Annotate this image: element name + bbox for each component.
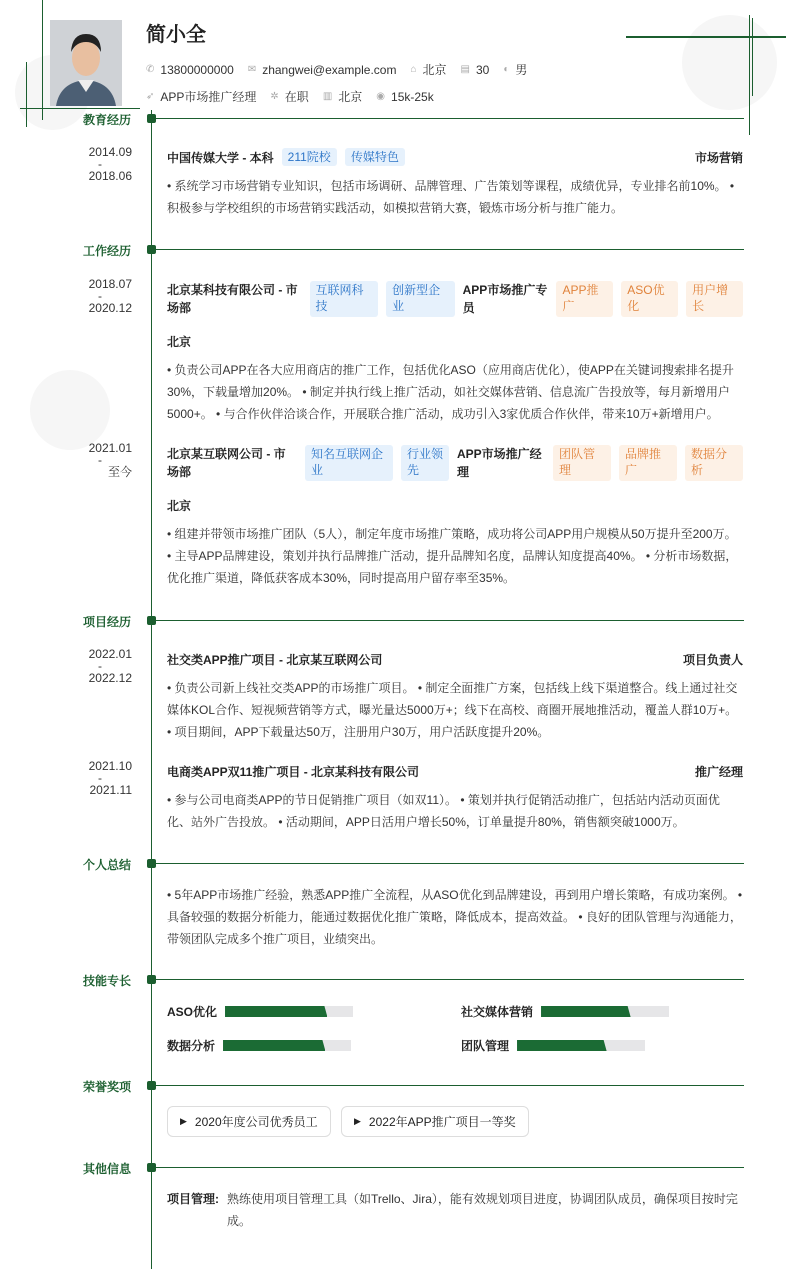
work-dates: 2021.01 - 至今 xyxy=(88,441,132,479)
salary: 15k-25k xyxy=(391,89,434,104)
section-title-work: 工作经历 xyxy=(82,244,131,258)
major: 市场营销 xyxy=(694,150,743,165)
award-item xyxy=(167,1106,331,1137)
location: 北京 xyxy=(422,63,447,77)
skill-name: 社交媒体营销 xyxy=(461,1005,534,1019)
section-marker xyxy=(147,245,156,254)
work-description: • 负责公司APP在各大应用商店的推广工作，包括优化ASO（应用商店优化），使APP在关键词搜索排名提升30%，下载量增加20%。 • 制定并执行线上推广活动，如社交媒体营销、信息流广告投放等，每月新增用户5000+。 • 与合作伙伴洽谈合作，开展联合推广活动，成功引入3家优质合作伙伴，带来10万+新增用户。 xyxy=(167,363,734,421)
age: 30 xyxy=(475,62,490,77)
decor-line xyxy=(749,15,750,135)
tag: 211院校 xyxy=(282,148,337,166)
decor-line xyxy=(20,108,140,109)
target-position: APP市场推广经理 xyxy=(160,90,257,104)
start-date: 2021.01 xyxy=(88,441,132,455)
decor-line xyxy=(626,36,786,38)
skill-item xyxy=(167,1003,353,1020)
skill-item xyxy=(461,1037,645,1054)
tag: 行业领先 xyxy=(401,445,449,481)
gender: 男 xyxy=(515,63,528,77)
end-date: 2021.11 xyxy=(89,783,132,797)
tag: ASO优化 xyxy=(621,281,678,317)
building-icon: ▥ xyxy=(322,91,333,102)
tag: APP推广 xyxy=(556,281,613,317)
work-header xyxy=(167,281,743,317)
skill-name: 团队管理 xyxy=(461,1039,510,1053)
project-header xyxy=(167,763,743,780)
work-dates: 2018.07 - 2020.12 xyxy=(88,277,132,315)
project-role: 项目负责人 xyxy=(682,653,743,667)
section-marker xyxy=(147,114,156,123)
other-info-item xyxy=(167,1188,743,1232)
tag: 用户增长 xyxy=(686,281,743,317)
job-status: 在职 xyxy=(284,90,309,104)
skill-bar-fill xyxy=(541,1006,631,1017)
section-marker xyxy=(147,1081,156,1090)
decor-circle xyxy=(30,370,110,450)
education-dates: 2014.09 - 2018.06 xyxy=(88,145,132,183)
tag: 数据分析 xyxy=(685,445,743,481)
play-icon: ▶ xyxy=(354,1116,361,1126)
section-title-projects: 项目经历 xyxy=(82,615,131,629)
award-label: 2020年度公司优秀员工 xyxy=(194,1115,318,1129)
project-dates: 2021.10 - 2021.11 xyxy=(88,759,132,797)
section-marker xyxy=(147,1163,156,1172)
skill-bar xyxy=(225,1006,353,1017)
tag: 互联网科技 xyxy=(310,281,379,317)
end-date: 至今 xyxy=(107,465,132,479)
skill-bar-fill xyxy=(517,1040,607,1051)
project-header xyxy=(167,651,743,668)
section-marker xyxy=(147,975,156,984)
education-header xyxy=(167,148,743,166)
work-city: 北京 xyxy=(167,499,192,513)
age-icon: ▤ xyxy=(460,64,470,75)
skill-bar xyxy=(517,1040,645,1051)
tag: 知名互联网企业 xyxy=(305,445,393,481)
section-divider xyxy=(156,1085,744,1086)
home-icon: ⌂ xyxy=(410,64,417,75)
tag: 传媒特色 xyxy=(345,148,405,166)
email: zhangwei@example.com xyxy=(262,62,397,77)
skill-bar xyxy=(223,1040,351,1051)
section-marker xyxy=(147,616,156,625)
project-title: 电商类APP双11推广项目 - 北京某科技有限公司 xyxy=(167,765,420,779)
send-icon: ➶ xyxy=(146,91,155,102)
candidate-name: 简小全 xyxy=(146,24,206,46)
tag: 团队管理 xyxy=(553,445,611,481)
work-header xyxy=(167,445,743,481)
play-icon: ▶ xyxy=(180,1116,187,1126)
salary-icon: ◉ xyxy=(376,91,386,102)
project-role: 推广经理 xyxy=(694,765,743,779)
company-name: 北京某科技有限公司 - 市场部 xyxy=(167,283,298,315)
target-city: 北京 xyxy=(338,90,363,104)
role: APP市场推广专员 xyxy=(462,283,548,315)
project-description: • 参与公司电商类APP的节日促销推广项目（如双11）。 • 策划并执行促销活动推广，包括站内活动页面优化、站外广告投放。 • 活动期间，APP日活用户增长50%，订单量提升80%，销售额突破1000万。 xyxy=(167,793,720,829)
project-dates: 2022.01 - 2022.12 xyxy=(88,647,132,685)
contact-info-row xyxy=(146,61,527,78)
start-date: 2021.10 xyxy=(88,759,132,773)
section-title-other: 其他信息 xyxy=(82,1162,131,1176)
skill-item xyxy=(461,1003,669,1020)
other-text: 熟练使用项目管理工具（如Trello、Jira），能有效规划项目进度，协调团队成员，确保项目按时完成。 xyxy=(227,1192,738,1228)
start-date: 2014.09 xyxy=(88,145,132,159)
section-divider xyxy=(156,979,744,980)
section-title-education: 教育经历 xyxy=(82,113,131,127)
decor-line xyxy=(26,62,27,127)
end-date: 2018.06 xyxy=(88,169,132,183)
section-divider xyxy=(156,1167,744,1168)
skill-name: 数据分析 xyxy=(167,1039,216,1053)
end-date: 2022.12 xyxy=(88,671,132,685)
section-divider xyxy=(156,863,744,864)
other-label: 项目管理: xyxy=(167,1192,219,1206)
section-title-skills: 技能专长 xyxy=(82,974,131,988)
decor-line xyxy=(752,18,753,96)
start-date: 2022.01 xyxy=(88,647,132,661)
skill-bar-fill xyxy=(225,1006,327,1017)
decor-line xyxy=(42,0,43,120)
project-title: 社交类APP推广项目 - 北京某互联网公司 xyxy=(167,653,383,667)
phone: 13800000000 xyxy=(160,62,234,77)
start-date: 2018.07 xyxy=(88,277,132,291)
role: APP市场推广经理 xyxy=(457,447,542,479)
company-name: 北京某互联网公司 - 市场部 xyxy=(167,447,286,479)
work-city: 北京 xyxy=(167,335,192,349)
skill-item xyxy=(167,1037,351,1054)
school-name: 中国传媒大学 - 本科 xyxy=(167,150,274,165)
section-title-summary: 个人总结 xyxy=(82,858,131,872)
project-description: • 负责公司新上线社交类APP的市场推广项目。 • 制定全面推广方案，包括线上线下渠道整合。线上通过社交媒体KOL合作、短视频营销等方式，曝光量达5000万+；线下在高校、商圈开展地推活动，覆盖人群10万+。 • 项目期间，APP下载量达50万，注册用户30万，用户活跃度提升20%。 xyxy=(167,681,738,739)
status-icon: ✲ xyxy=(270,91,279,102)
email-icon: ✉ xyxy=(247,64,257,75)
tag: 品牌推广 xyxy=(619,445,677,481)
section-divider xyxy=(156,118,744,119)
phone-icon: ✆ xyxy=(146,64,155,75)
work-description: • 组建并带领市场推广团队（5人），制定年度市场推广策略，成功将公司APP用户规模从50万提升至200万。 • 主导APP品牌建设，策划并执行品牌推广活动，提升品牌知名度，品牌认知度提高40%。 • 分析市场数据，优化推广渠道，降低获客成本30%，同时提高用户留存率至35%。 xyxy=(167,527,738,585)
job-intent-row xyxy=(146,88,434,105)
avatar xyxy=(50,20,122,106)
skill-bar-fill xyxy=(223,1040,325,1051)
section-title-awards: 荣誉奖项 xyxy=(82,1080,131,1094)
timeline-line xyxy=(151,110,152,1269)
section-divider xyxy=(156,249,744,250)
section-marker xyxy=(147,859,156,868)
end-date: 2020.12 xyxy=(88,301,132,315)
summary-text: • 5年APP市场推广经验，熟悉APP推广全流程，从ASO优化到品牌建设，再到用户增长策略，有成功案例。 • 具备较强的数据分析能力，能通过数据优化推广策略，降低成本，提高效益。 • 良好的团队管理与沟通能力，带领团队完成多个推广项目，业绩突出。 xyxy=(167,888,743,946)
skill-bar xyxy=(541,1006,669,1017)
education-description: • 系统学习市场营销专业知识，包括市场调研、品牌管理、广告策划等课程，成绩优异，专业排名前10%。 • 积极参与学校组织的市场营销实践活动，如模拟营销大赛，锻炼市场分析与推广能力。 xyxy=(167,179,735,215)
section-divider xyxy=(156,620,744,621)
award-item xyxy=(341,1106,529,1137)
gender-icon: ◐ xyxy=(503,64,510,75)
award-label: 2022年APP推广项目一等奖 xyxy=(368,1115,516,1129)
decor-circle xyxy=(682,15,777,110)
skill-name: ASO优化 xyxy=(167,1005,218,1019)
tag: 创新型企业 xyxy=(386,281,455,317)
